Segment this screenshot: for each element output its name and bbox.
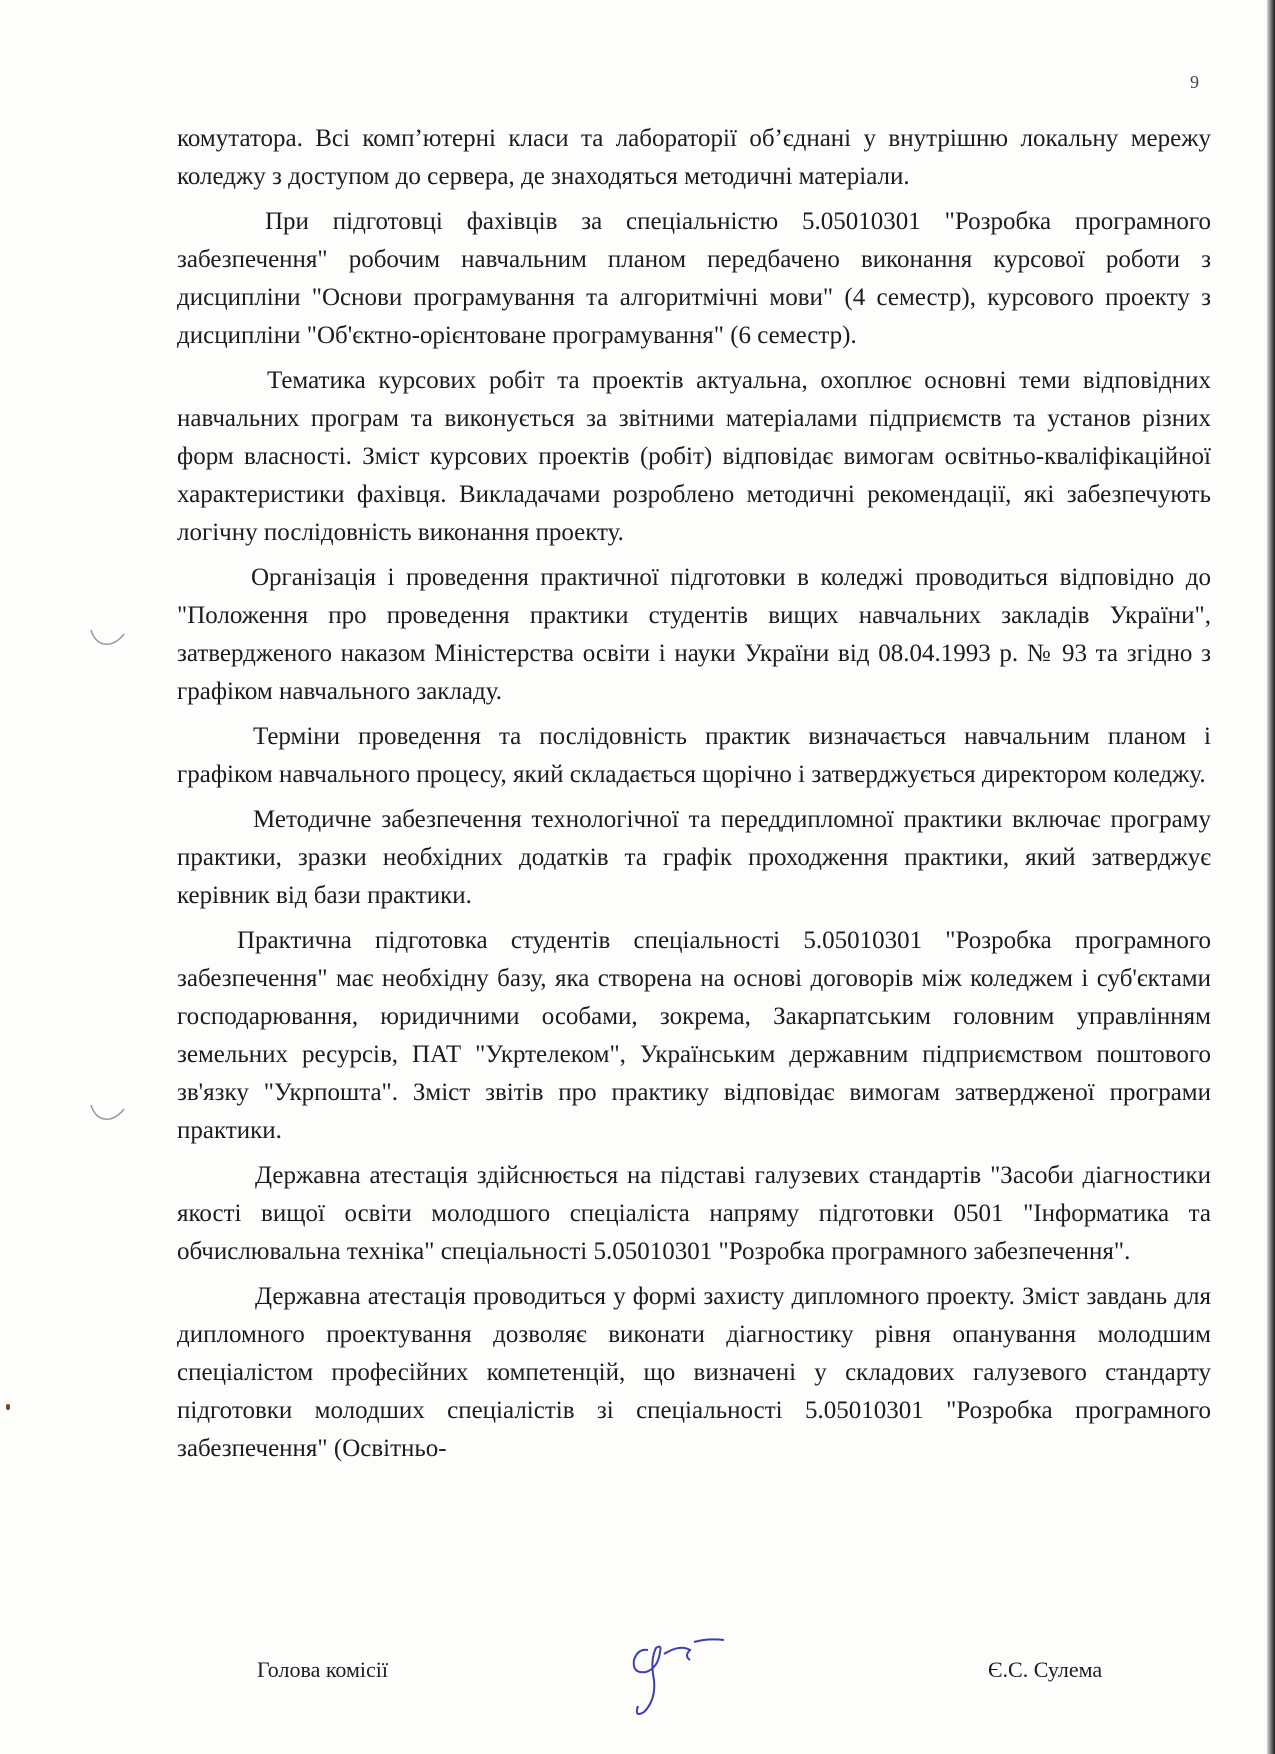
page-number: 9 bbox=[1190, 72, 1199, 92]
punch-hole-mark bbox=[88, 626, 128, 648]
punch-hole-mark bbox=[88, 1101, 128, 1123]
paragraph: Державна атестація здійснюється на підставі галузевих стандартів "Засоби діагностики якості вищої освіти молодшого спеціаліста напряму підготовки 0501 "Інформатика та обчислювальна техніка" спеціальності 5.05010301 "Розробка програмного забезпечення". bbox=[177, 1162, 1211, 1265]
handwritten-signature bbox=[620, 1620, 740, 1720]
paragraph: Практична підготовка студентів спеціальності 5.05010301 "Розробка програмного забезпечення" має необхідну базу, яка створена на основі договорів між коледжем і суб'єктами господарювання, юридичними особами, зокрема, Закарпатським головним управлінням земельних ресурсів, ПАТ "Укртелеком", Українським державним підприємством поштового зв'язку "Укрпошта". Зміст звітів про практику відповідає вимогам затвердженої програми практики. bbox=[177, 927, 1211, 1144]
paragraph: Методичне забезпечення технологічної та переддипломної практики включає програму практики, зразки необхідних додатків та графік проходження практики, який затверджує керівник від бази практики. bbox=[177, 806, 1211, 909]
commission-head-label: Голова комісії bbox=[257, 1657, 389, 1682]
document-body bbox=[177, 120, 1211, 1468]
scan-speck bbox=[6, 1404, 10, 1410]
paragraph: Тематика курсових робіт та проектів актуальна, охоплює основні теми відповідних навчальних програм та виконується за звітними матеріалами підприємств та установ різних форм власності. Зміст курсових проектів (робіт) відповідає вимогам освітньо-кваліфікаційної характеристики фахівця. Викладачами розроблено методичні рекомендації, які забезпечують логічну послідовність виконання проекту. bbox=[177, 367, 1211, 546]
paragraph: комутатора. Всі комп’ютерні класи та лабораторії об’єднані у внутрішню локальну мережу коледжу з доступом до сервера, де знаходяться методичні матеріали. bbox=[177, 125, 1211, 190]
paragraph: Державна атестація проводиться у формі захисту дипломного проекту. Зміст завдань для дипломного проектування дозволяє виконати діагностику рівня опанування молодшим спеціалістом професійних компетенцій, що визначені у складових галузевого стандарту підготовки молодших спеціалістів зі спеціальності 5.05010301 "Розробка програмного забезпечення" (Освітньо- bbox=[177, 1283, 1211, 1462]
commission-head-name: Є.С. Сулема bbox=[988, 1657, 1103, 1682]
paragraph: При підготовці фахівців за спеціальністю 5.05010301 "Розробка програмного забезпечення" робочим навчальним планом передбачено виконання курсової роботи з дисципліни "Основи програмування та алгоритмічні мови" (4 семестр), курсового проекту з дисципліни "Об'єктно-орієнтоване програмування" (6 семестр). bbox=[177, 208, 1211, 349]
scan-edge-shadow bbox=[1267, 0, 1275, 1754]
paragraph: Організація і проведення практичної підготовки в коледжі проводиться відповідно до "Положення про проведення практики студентів вищих навчальних закладів України", затвердженого наказом Міністерства освіти і науки України від 08.04.1993 р. № 93 та згідно з графіком навчального закладу. bbox=[177, 564, 1211, 705]
paragraph: Терміни проведення та послідовність практик визначається навчальним планом і графіком навчального процесу, який складається щорічно і затверджується директором коледжу. bbox=[177, 723, 1211, 788]
